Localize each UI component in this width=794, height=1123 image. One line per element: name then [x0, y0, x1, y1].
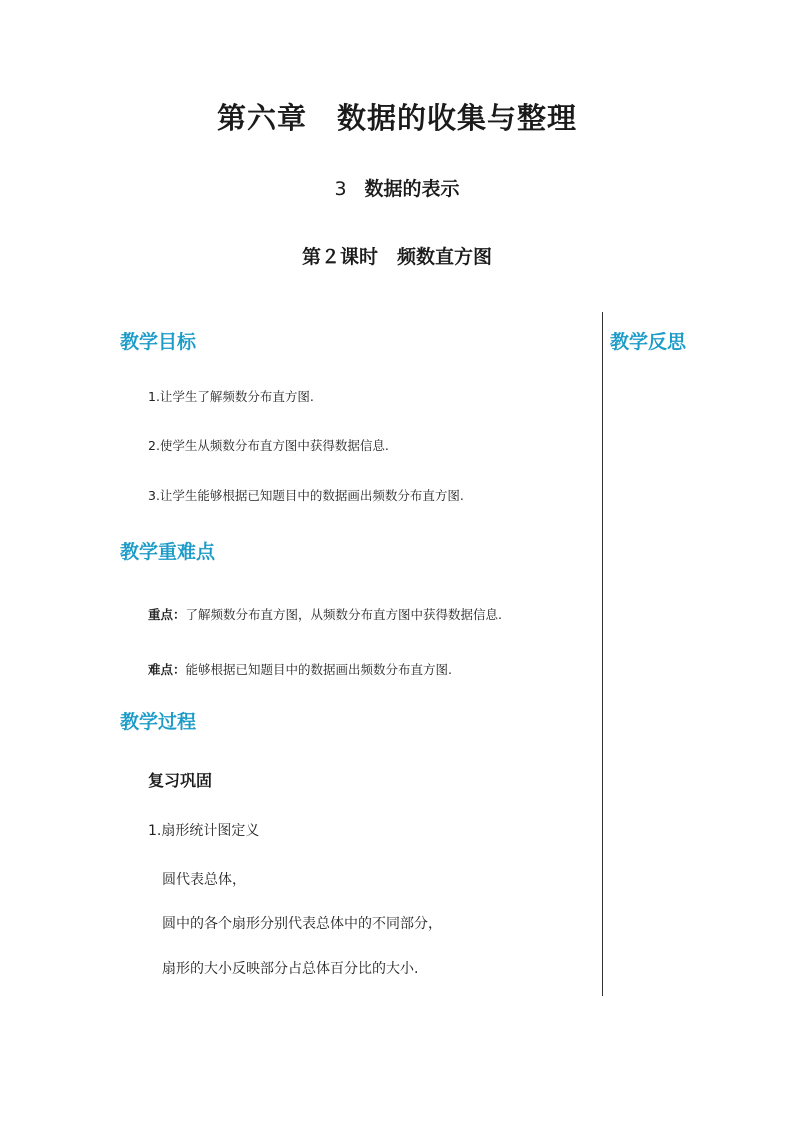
section-title [0, 174, 794, 201]
difficult-point [148, 660, 452, 678]
process-subheading: 复习巩固 [148, 771, 213, 790]
objective-item-3: 3.让学生能够根据已知题目中的数据画出频数分布直方图. [148, 488, 464, 503]
important-text: 了解频数分布直方图，从频数分布直方图中获得数据信息. [185, 607, 502, 622]
important-point [148, 605, 502, 623]
important-label: 重点： [148, 607, 186, 622]
difficult-text: 能够根据已知题目中的数据画出频数分布直方图. [185, 662, 452, 677]
objective-item-1: 1.让学生了解频数分布直方图. [148, 389, 314, 404]
section-number: 3 [334, 178, 347, 200]
objective-item-2: 2.使学生从频数分布直方图中获得数据信息. [148, 438, 389, 453]
process-line-2: 圆中的各个扇形分别代表总体中的不同部分， [162, 916, 442, 932]
process-heading: 教学过程 [120, 711, 197, 733]
chapter-title: 第六章 数据的收集与整理 [216, 101, 577, 135]
process-item-title: 1.扇形统计图定义 [148, 823, 260, 839]
process-line-3: 扇形的大小反映部分占总体百分比的大小. [162, 961, 419, 977]
difficult-label: 难点： [148, 662, 186, 677]
section-title-text: 数据的表示 [364, 178, 460, 200]
lesson-title: 第２课时 频数直方图 [301, 246, 492, 268]
reflection-heading: 教学反思 [610, 331, 687, 353]
column-divider [602, 312, 603, 996]
objectives-heading: 教学目标 [120, 331, 197, 353]
process-line-1: 圆代表总体， [162, 872, 246, 888]
key-points-heading: 教学重难点 [120, 541, 216, 563]
